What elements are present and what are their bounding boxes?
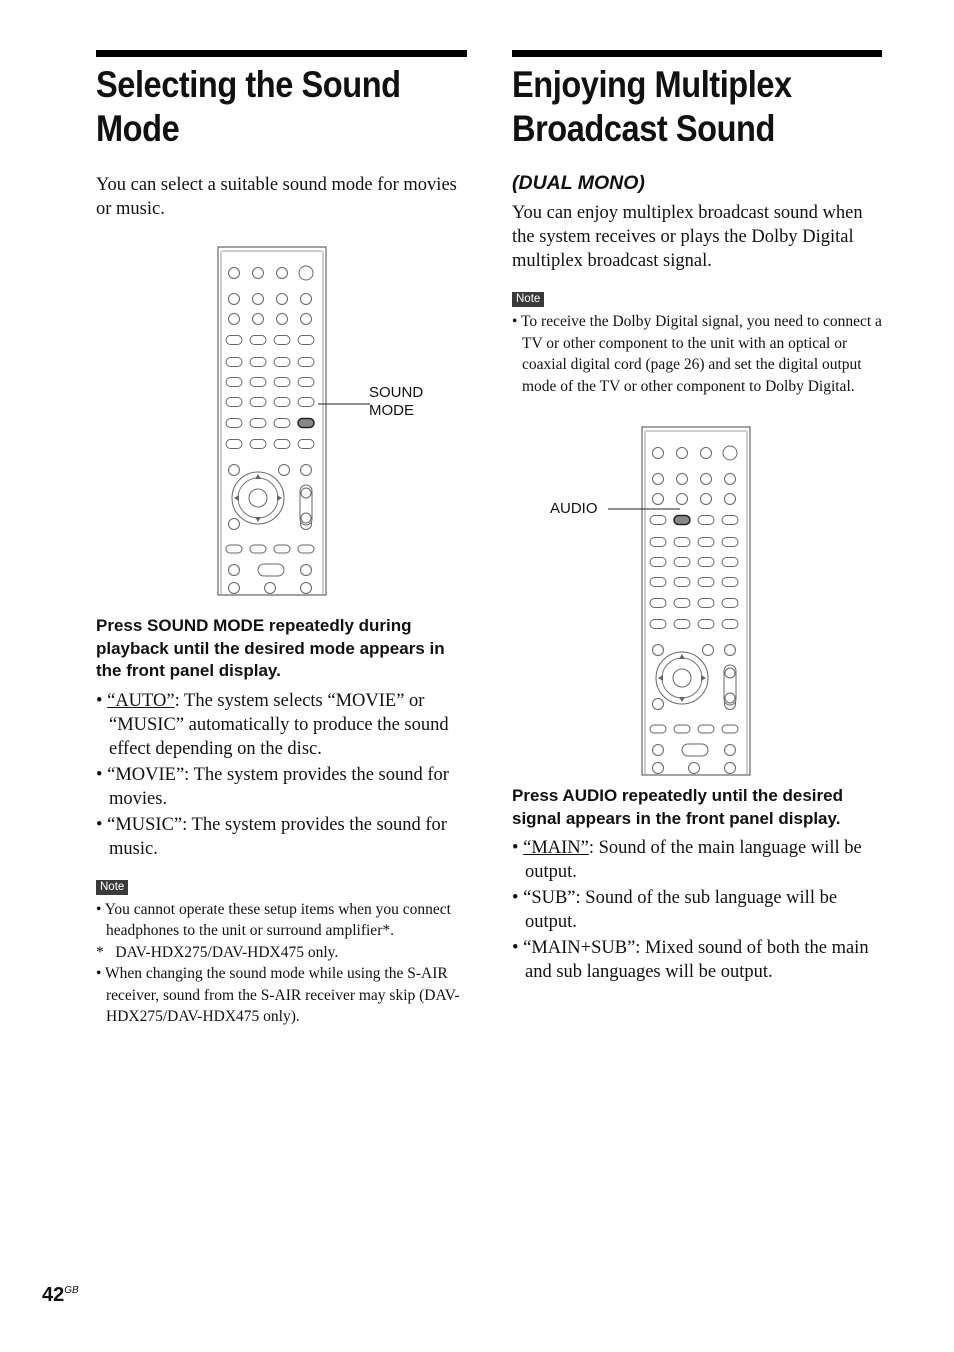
note-item: • To receive the Dolby Digital signal, you need to connect a TV or other component to the unit with an optical or coaxial digital cord (page 26) and set the digital output mode of the TV or other component to Dolby Digital. — [512, 313, 882, 395]
mode-list — [96, 689, 467, 861]
list-item: • “SUB”: Sound of the sub language will be output. — [512, 888, 838, 932]
section-title: Selecting the Sound Mode — [96, 64, 401, 149]
note-badge: Note — [512, 292, 544, 307]
remote-control-illustration — [640, 425, 780, 777]
footnote-item: * DAV-HDX275/DAV-HDX475 only. — [96, 943, 339, 961]
notes-list — [512, 311, 882, 397]
notes-list — [96, 899, 467, 1028]
remote-figure — [512, 397, 882, 785]
list-item: • “MAIN”: Sound of the main language will be output. — [512, 838, 862, 882]
list-item: • “MUSIC”: The system provides the sound for music. — [96, 814, 447, 859]
instruction-heading: Press SOUND MODE repeatedly during playback until the desired mode appears in the front panel display. — [96, 616, 445, 680]
callout-leader-line — [608, 499, 688, 519]
list-item: • “AUTO”: The system selects “MOVIE” or “MUSIC” automatically to produce the sound effect depending on the disc. — [96, 690, 449, 759]
section-rule — [512, 50, 882, 57]
note-item: • You cannot operate these setup items when you connect headphones to the unit or surround amplifier*. — [96, 900, 451, 939]
remote-control-illustration — [216, 245, 356, 597]
intro-text: You can enjoy multiplex broadcast sound when the system receives or plays the Dolby Digital multiplex broadcast signal. — [512, 203, 863, 271]
intro-text: You can select a suitable sound mode for movies or music. — [96, 175, 457, 219]
page-number: $42^{GB}$ — [42, 1284, 79, 1306]
sound-mode-callout: SOUND MODE — [369, 384, 424, 419]
remote-figure — [96, 221, 467, 601]
list-item: • “MAIN+SUB”: Mixed sound of both the main and sub languages will be output. — [512, 938, 869, 982]
section-subtitle: (DUAL MONO) — [512, 172, 645, 194]
mode-list — [512, 836, 882, 984]
instruction-heading: Press AUDIO repeatedly until the desired signal appears in the front panel display. — [512, 786, 843, 828]
note-item: • When changing the sound mode while using the S-AIR receiver, sound from the S-AIR receiver may skip (DAV-HDX275/DAV-HDX475 only). — [96, 965, 460, 1025]
section-title: Enjoying Multiplex Broadcast Sound — [512, 64, 792, 149]
left-column — [96, 50, 467, 1028]
section-rule — [96, 50, 467, 57]
note-badge: Note — [96, 880, 128, 895]
list-item: • “MOVIE”: The system provides the sound for movies. — [96, 764, 449, 809]
right-column — [512, 50, 882, 986]
audio-callout: AUDIO — [550, 500, 598, 517]
